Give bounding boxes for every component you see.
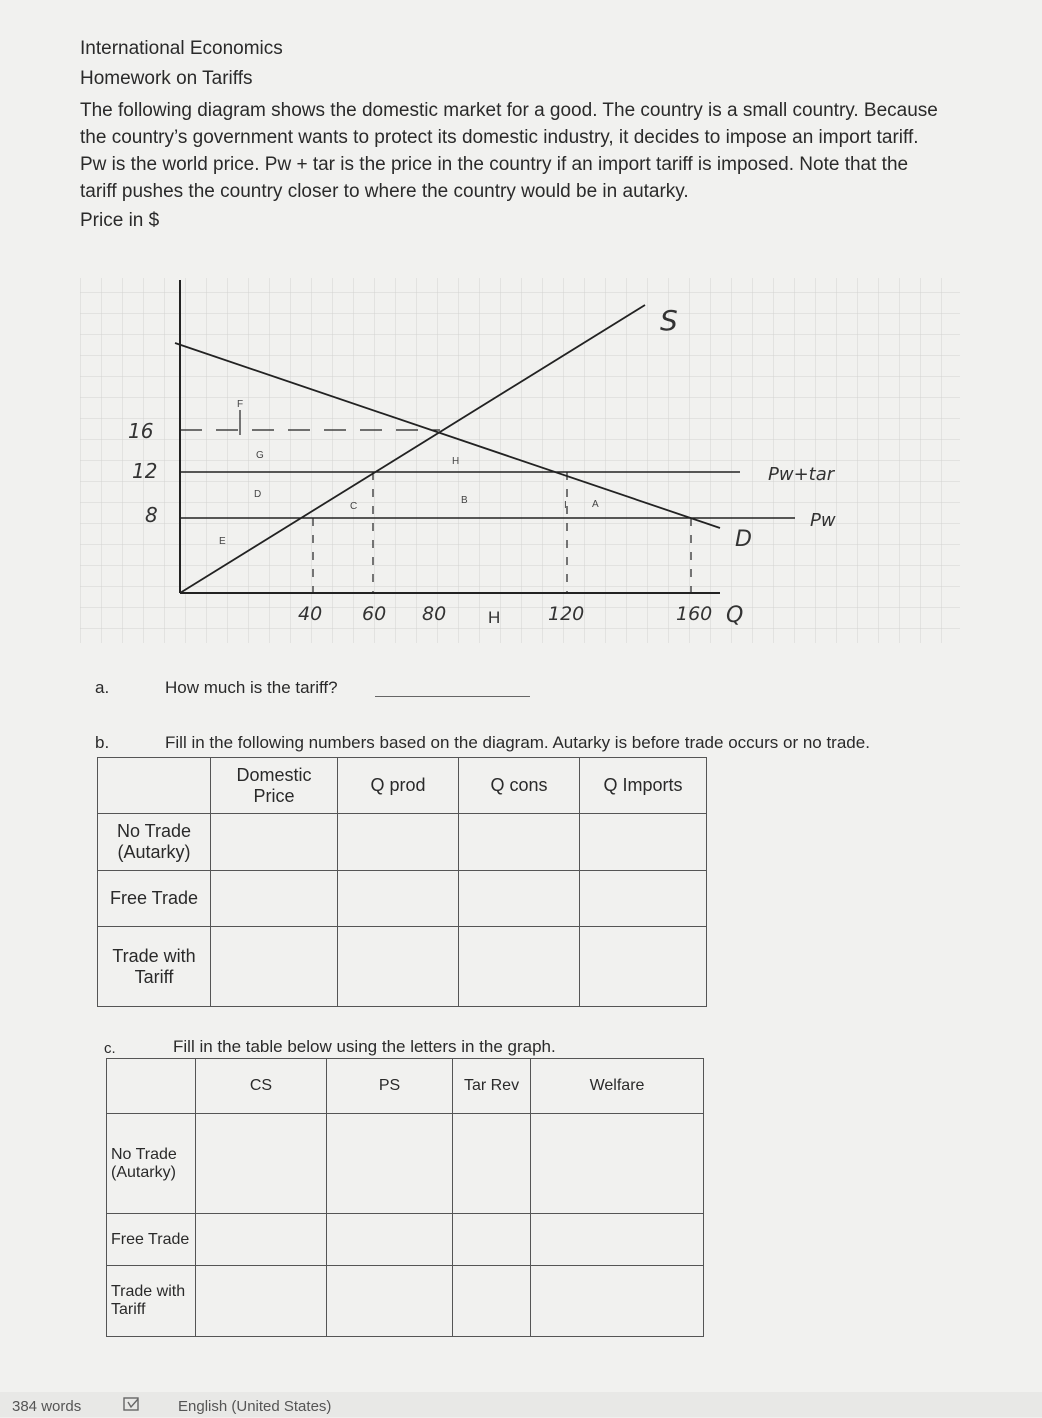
pw-label: Pw xyxy=(810,510,836,531)
demand-label: D xyxy=(735,527,752,552)
region-letter-h: H xyxy=(452,456,460,467)
region-letter-b: B xyxy=(461,495,468,506)
region-letter-c: C xyxy=(350,501,358,512)
header-cs: CS xyxy=(196,1059,327,1114)
question-b-text: Fill in the following numbers based on the diagram. Autarky is before trade occurs or no trade. xyxy=(165,733,870,752)
region-letter-d: D xyxy=(254,489,262,500)
tariff-diagram xyxy=(80,250,960,660)
price-label-16: 16 xyxy=(128,419,154,443)
axis-caption: Price in $ xyxy=(80,210,160,231)
answer-cell[interactable] xyxy=(459,871,580,927)
region-letter-i: I xyxy=(564,500,567,511)
answer-cell[interactable] xyxy=(531,1266,704,1337)
answer-cell[interactable] xyxy=(459,927,580,1007)
welfare-row-label-autarky: No Trade (Autarky) xyxy=(107,1114,196,1214)
question-a-text: How much is the tariff? xyxy=(165,678,338,697)
answer-cell[interactable] xyxy=(580,871,707,927)
header-q-cons: Q cons xyxy=(459,758,580,814)
assignment-title: Homework on Tariffs xyxy=(80,68,253,89)
price-label-8: 8 xyxy=(145,503,158,527)
row-label-free-trade: Free Trade xyxy=(98,871,211,927)
welfare-row-label-free-trade: Free Trade xyxy=(107,1214,196,1266)
welfare-table xyxy=(106,1058,704,1337)
word-count[interactable]: 384 words xyxy=(12,1398,82,1415)
intro-line-1: The following diagram shows the domestic market for a good. The country is a small country. Because xyxy=(80,100,938,121)
quantities-row-autarky xyxy=(98,814,707,871)
q-label-120: 120 xyxy=(548,603,585,625)
region-letter-e: E xyxy=(219,536,226,547)
intro-line-4: tariff pushes the country closer to where the country would be in autarky. xyxy=(80,181,689,202)
answer-cell[interactable] xyxy=(211,871,338,927)
q-label-h: H xyxy=(488,608,501,627)
region-letter-g: G xyxy=(256,450,264,461)
supply-label: S xyxy=(660,304,678,337)
q-axis-label: Q xyxy=(726,603,744,628)
answer-cell[interactable] xyxy=(531,1214,704,1266)
welfare-row-label-tariff: Trade with Tariff xyxy=(107,1266,196,1337)
header-q-imports: Q Imports xyxy=(580,758,707,814)
answer-cell[interactable] xyxy=(211,927,338,1007)
answer-cell[interactable] xyxy=(338,927,459,1007)
status-bar xyxy=(0,1392,1042,1417)
q-label-60: 60 xyxy=(362,603,387,625)
answer-cell[interactable] xyxy=(580,927,707,1007)
quantities-header-row xyxy=(98,758,707,814)
answer-cell[interactable] xyxy=(338,814,459,871)
welfare-header-blank xyxy=(107,1059,196,1114)
answer-cell[interactable] xyxy=(327,1114,453,1214)
header-ps: PS xyxy=(327,1059,453,1114)
quantities-header-blank xyxy=(98,758,211,814)
answer-cell[interactable] xyxy=(580,814,707,871)
header-tar-rev: Tar Rev xyxy=(453,1059,531,1114)
welfare-row-free-trade xyxy=(107,1214,704,1266)
welfare-row-tariff xyxy=(107,1266,704,1337)
quantities-row-free-trade xyxy=(98,871,707,927)
header-domestic-price: Domestic Price xyxy=(211,758,338,814)
row-label-autarky: No Trade (Autarky) xyxy=(98,814,211,871)
quantities-table xyxy=(97,757,707,1007)
answer-cell[interactable] xyxy=(327,1266,453,1337)
intro-line-2: the country’s government wants to protect its domestic industry, it decides to impose an import tariff. xyxy=(80,127,919,148)
quantities-row-tariff xyxy=(98,927,707,1007)
answer-cell[interactable] xyxy=(196,1114,327,1214)
tariff-answer-blank[interactable] xyxy=(375,696,530,697)
answer-cell[interactable] xyxy=(327,1214,453,1266)
answer-cell[interactable] xyxy=(531,1114,704,1214)
language-indicator[interactable]: English (United States) xyxy=(178,1398,332,1415)
answer-cell[interactable] xyxy=(453,1266,531,1337)
header-welfare: Welfare xyxy=(531,1059,704,1114)
answer-cell[interactable] xyxy=(211,814,338,871)
row-label-tariff: Trade with Tariff xyxy=(98,927,211,1007)
answer-cell[interactable] xyxy=(453,1214,531,1266)
answer-cell[interactable] xyxy=(459,814,580,871)
proofing-icon[interactable] xyxy=(122,1396,146,1418)
q-label-80: 80 xyxy=(422,603,447,625)
q-label-40: 40 xyxy=(298,603,323,625)
answer-cell[interactable] xyxy=(453,1114,531,1214)
welfare-header-row xyxy=(107,1059,704,1114)
pw-tar-label: Pw+tar xyxy=(768,464,835,485)
answer-cell[interactable] xyxy=(196,1266,327,1337)
question-a-letter: a. xyxy=(95,678,110,697)
question-c-letter: c. xyxy=(104,1040,116,1057)
answer-cell[interactable] xyxy=(338,871,459,927)
question-b-letter: b. xyxy=(95,733,110,752)
region-letter-a: A xyxy=(592,499,599,510)
question-c-text: Fill in the table below using the letters in the graph. xyxy=(173,1037,556,1056)
region-letter-f: F xyxy=(237,399,244,410)
welfare-row-autarky xyxy=(107,1114,704,1214)
header-q-prod: Q prod xyxy=(338,758,459,814)
q-label-160: 160 xyxy=(676,603,713,625)
intro-line-3: Pw is the world price. Pw + tar is the price in the country if an import tariff is imposed. Note that the xyxy=(80,154,909,175)
answer-cell[interactable] xyxy=(196,1214,327,1266)
price-label-12: 12 xyxy=(132,459,158,483)
course-title: International Economics xyxy=(80,38,283,59)
